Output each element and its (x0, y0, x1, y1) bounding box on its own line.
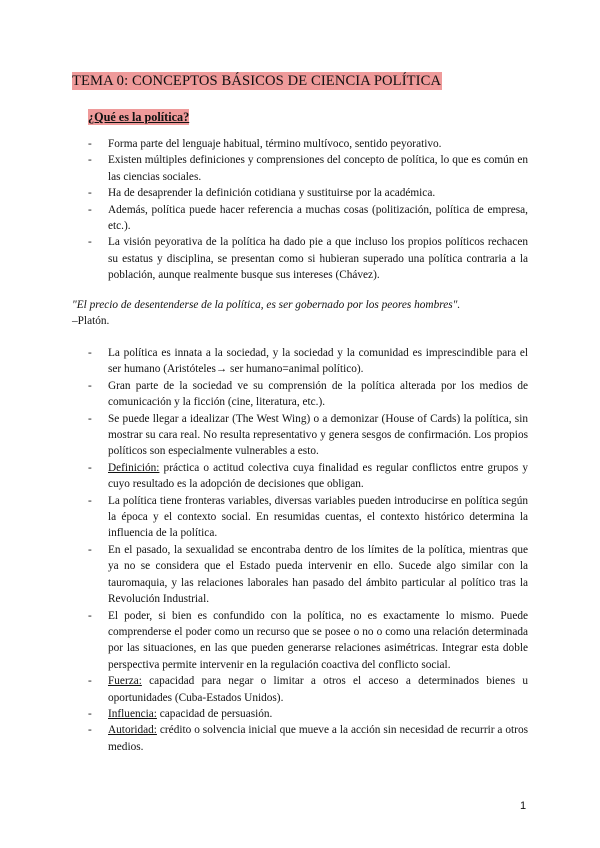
quote-block (72, 297, 528, 330)
list-item (0, 345, 528, 378)
list-item (0, 673, 528, 706)
bullet-dash: - (88, 707, 92, 720)
list-item (0, 202, 528, 235)
page-number: 1 (520, 800, 527, 812)
term-label: Definición: (108, 461, 160, 474)
list-item-text: El poder, si bien es confundido con la política, no es exactamente lo mismo. Puede comprenderse el poder como un recurso que se posee o no o como una relación determinada por las situaciones, en las que pueden generarse relaciones asimétricas. Integrar esta doble perspectiva permite intervenir en la regulación coactiva del conflicto social. (108, 609, 528, 671)
section-heading-text: ¿Qué es la política? (88, 110, 190, 124)
page-title (72, 73, 442, 90)
list-item-text: La política tiene fronteras variables, diversas variables pueden introducirse en política según la época y el contexto social. En resumidas cuentas, el contexto histórico determina la influencia de la política. (108, 494, 528, 540)
list-item (0, 136, 528, 152)
list-item-text: Además, política puede hacer referencia a muchas cosas (politización, política de empresa, etc.). (108, 203, 528, 233)
list-item-text: Forma parte del lenguaje habitual, término multívoco, sentido peyorativo. (108, 138, 442, 150)
list-item-text: En el pasado, la sexualidad se encontraba dentro de los límites de la política, mientras que ya no se considera que el Estado pueda intervenir en ello. Sucede algo similar con la tauromaquia, y las relaciones laborales han pasado del ámbito particular al político tras la Revolución Industrial. (108, 543, 528, 606)
list-item-text: Existen múltiples definiciones y comprensiones del concepto de política, lo que es común en las ciencias sociales. (108, 154, 528, 183)
bullet-dash: - (88, 138, 92, 150)
term-label: Influencia: (108, 707, 157, 720)
list-item (0, 152, 528, 185)
list-item (0, 706, 528, 722)
list-item-text: Se puede llegar a idealizar (The West Wing) o a demonizar (House of Cards) la política, sin mostrar su cara real. No resulta representativo y genera sesgos de confirmación. Los propios políticos son especialmente vulnerables a esto. (108, 412, 528, 458)
term-label: Autoridad: (108, 724, 157, 737)
list-item (0, 493, 528, 542)
list-item-text: La visión peyorativa de la política ha dado pie a que incluso los propios políticos rechacen su estatus y disciplina, se presentan como si hubieran superado una política contraria a la población, aunque realmente busque sus intereses (Chávez). (108, 236, 528, 282)
bullet-dash: - (88, 675, 92, 688)
list-item-text: crédito o solvencia inicial que mueve a la acción sin necesidad de recurrir a otros medios. (108, 724, 528, 753)
list-item (0, 411, 528, 460)
list-item (0, 722, 528, 755)
list-item (0, 378, 528, 411)
list-item-text: La política es innata a la sociedad, y la sociedad y la comunidad es imprescindible para el ser humano (Aristóteles→ ser humano=animal político). (108, 347, 528, 376)
term-label: Fuerza: (108, 675, 142, 688)
bullet-dash: - (88, 154, 92, 167)
bullet-dash: - (88, 412, 92, 425)
bullet-dash: - (88, 724, 92, 737)
bullet-dash: - (88, 379, 92, 392)
list-item (0, 234, 528, 283)
section-heading (88, 110, 189, 125)
list-item (0, 542, 528, 608)
quote-author: –Platón. (72, 315, 110, 328)
list-item-text: capacidad de persuasión. (156, 707, 273, 720)
list-item-text: Ha de desaprender la definición cotidiana y sustituirse por la académica. (108, 187, 436, 200)
list-item-text: capacidad para negar o limitar a otros el acceso a determinados bienes u oportunidades (Cuba-Estados Unidos). (108, 675, 528, 704)
bullet-list-intro (0, 136, 528, 284)
list-item-text: práctica o actitud colectiva cuya finalidad es regular conflictos entre grupos y cuyo resultado es la adopción de decisiones que obligan. (108, 461, 528, 491)
bullet-dash: - (88, 609, 92, 622)
list-item (0, 185, 528, 201)
bullet-dash: - (88, 236, 92, 249)
list-item (0, 460, 528, 493)
bullet-dash: - (88, 543, 92, 556)
bullet-dash: - (88, 187, 92, 200)
list-item-text: Gran parte de la sociedad ve su comprensión de la política alterada por los medios de comunicación y la ficción (cine, literatura, etc.). (108, 379, 528, 409)
bullet-dash: - (88, 461, 92, 474)
list-item (0, 608, 528, 674)
bullet-dash: - (88, 494, 92, 507)
page-title-text: TEMA 0: CONCEPTOS BÁSICOS DE CIENCIA POLÍTICA (72, 73, 442, 89)
bullet-dash: - (88, 203, 92, 216)
quote-text: "El precio de desentenderse de la política, es ser gobernado por los peores hombres". (72, 299, 461, 311)
bullet-dash: - (88, 347, 92, 359)
bullet-list-concepts (0, 345, 528, 755)
